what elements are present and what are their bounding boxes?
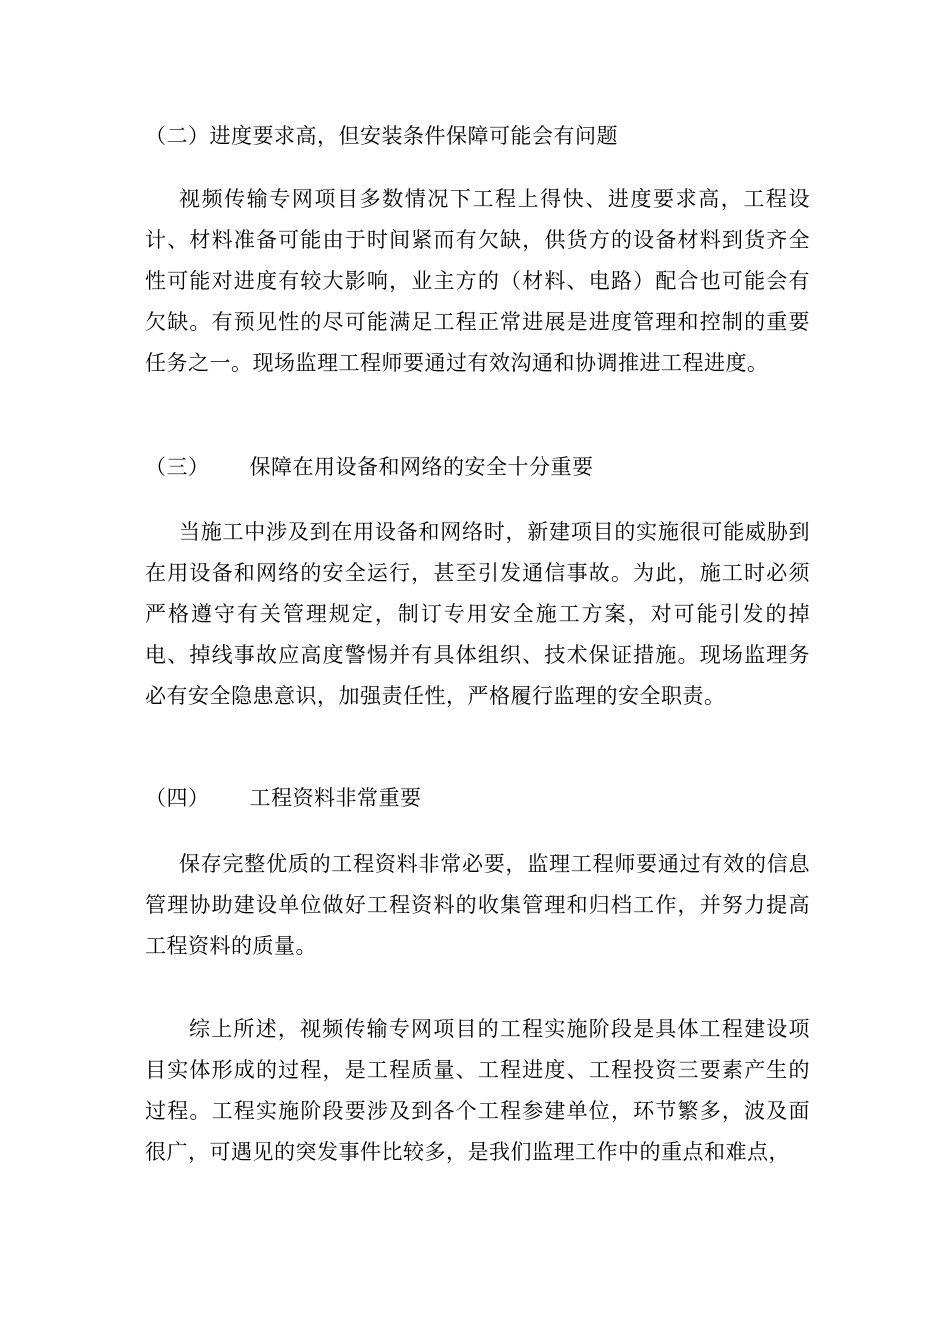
summary-paragraph: 综上所述，视频传输专网项目的工程实施阶段是具体工程建设项目实体形成的过程，是工程质量、工程进度、工程投资三要素产生的过程。工程实施阶段要涉及到各个工程参建单位，环节繁多，波及面很广，可遇见的突发事件比较多，是我们监理工作中的重点和难点， bbox=[145, 1017, 810, 1164]
section-heading-2 bbox=[145, 121, 618, 151]
heading-text: 保障在用设备和网络的安全十分重要 bbox=[249, 455, 594, 479]
section-heading-4 bbox=[145, 783, 422, 813]
heading-number: （三） bbox=[145, 455, 210, 479]
section-paragraph-2: 视频传输专网项目多数情况下工程上得快、进度要求高，工程设计、材料准备可能由于时间紧而有欠缺，供货方的设备材料到货齐全性可能对进度有较大影响，业主方的（材料、电路）配合也可能会有欠缺。有预见性的尽可能满足工程正常进展是进度管理和控制的重要任务之一。现场监理工程师要通过有效沟通和协调推进工程进度。 bbox=[145, 187, 810, 375]
heading-text: 工程资料非常重要 bbox=[249, 786, 422, 810]
section-paragraph-4: 保存完整优质的工程资料非常必要，监理工程师要通过有效的信息管理协助建设单位做好工程资料的收集管理和归档工作，并努力提高工程资料的质量。 bbox=[145, 852, 810, 958]
section-paragraph-3: 当施工中涉及到在用设备和网络时，新建项目的实施很可能威胁到在用设备和网络的安全运行，甚至引发通信事故。为此，施工时必须严格遵守有关管理规定，制订专用安全施工方案，对可能引发的掉电、掉线事故应高度警惕并有具体组织、技术保证措施。现场监理务必有安全隐患意识，加强责任性，严格履行监理的安全职责。 bbox=[145, 520, 810, 708]
heading-number: （四） bbox=[145, 786, 210, 810]
heading-number: （二） bbox=[145, 124, 210, 148]
heading-text: 进度要求高，但安装条件保障可能会有问题 bbox=[209, 124, 618, 148]
section-heading-3 bbox=[145, 452, 594, 482]
